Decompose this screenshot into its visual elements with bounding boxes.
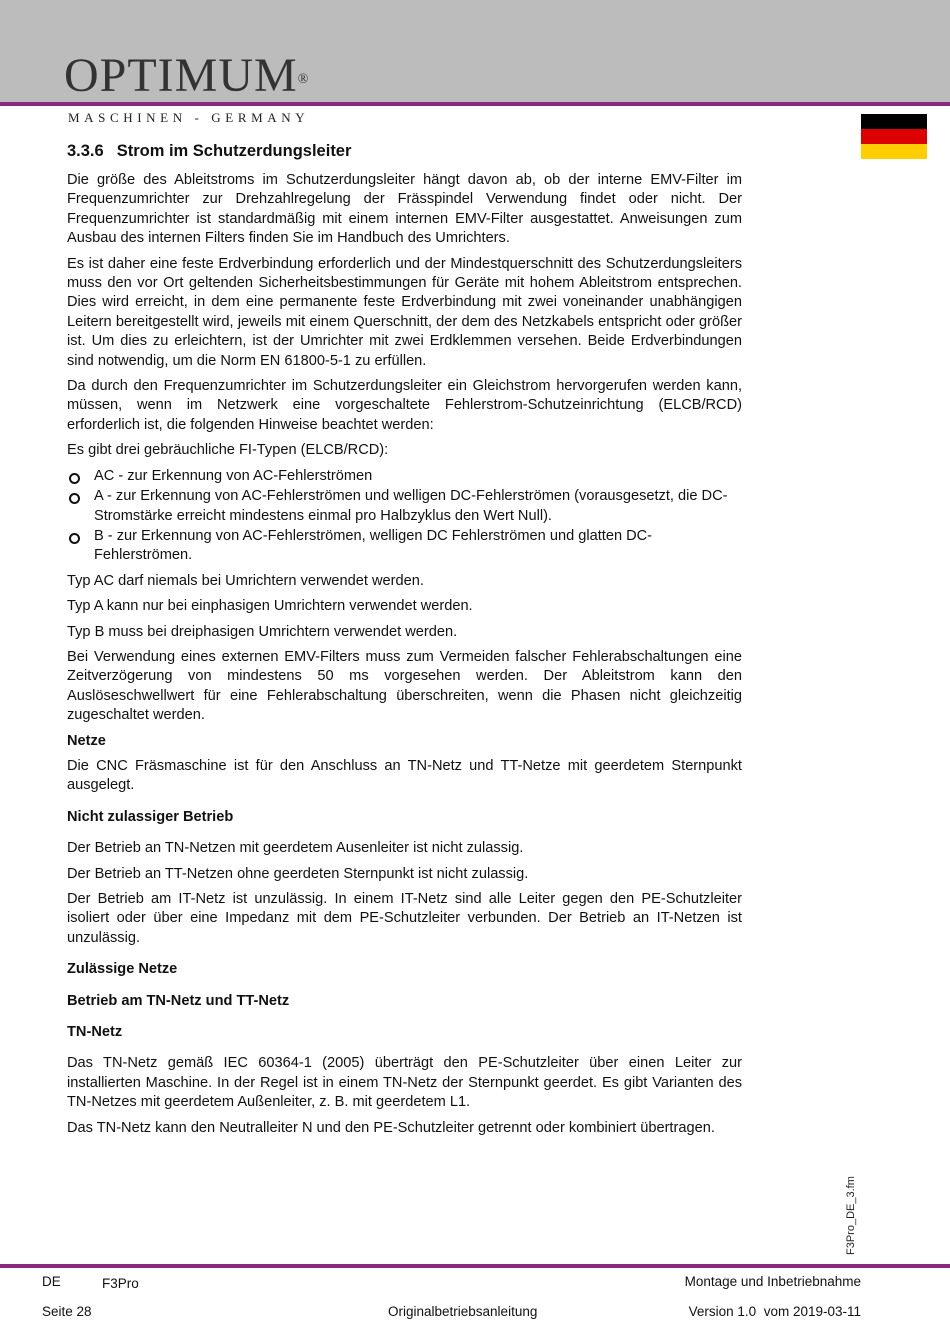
list-item	[67, 487, 742, 526]
subheading-zulassige-netze: Zulässige Netze	[67, 961, 178, 978]
page-content	[67, 140, 742, 1144]
paragraph-it-netz: Der Betrieb am IT-Netz ist unzulässig. In einem IT-Netz sind alle Leiter gegen den PE-Schutzleiter isoliert oder über eine Impedanz mit dem PE-Schutzleiter verbunden. Der Betrieb an IT-Netzen ist unzulässig.	[67, 891, 742, 946]
flag-stripe-gold	[861, 144, 927, 159]
fi-types-list	[67, 467, 742, 566]
paragraph-type-ac: Typ AC darf niemals bei Umrichtern verwendet werden.	[67, 572, 424, 589]
paragraph-type-a: Typ A kann nur bei einphasigen Umrichtern verwendet werden.	[67, 598, 473, 615]
paragraph-tn-prohibited: Der Betrieb an TN-Netzen mit geerdetem Ausenleiter ist nicht zulassig.	[67, 840, 524, 857]
paragraph-earth-connection: Es ist daher eine feste Erdverbindung erforderlich und der Mindestquerschnitt des Schutzerdungsleiters muss den vor Ort geltenden Sicherheitsbestimmungen für Geräte mit hohem Ableitstrom entsprechen. Dies wird erreicht, in dem eine permanente feste Erdverbindung mit zwei voneinander unabhängigen Leitern bereitgestellt wird, jeweils mit einem Querschnitt, der dem des Netzkabels entspricht oder größer ist. Um dies zu erleichtern, ist der Umrichter mit zwei Erdklemmen versehen. Beide Erdverbindungen sind notwendig, um die Norm EN 61800-5-1 zu erfüllen.	[67, 255, 742, 369]
footer-rule	[0, 1264, 950, 1268]
flag-stripe-red	[861, 129, 927, 144]
paragraph-emv-filter: Bei Verwendung eines externen EMV-Filters muss zum Vermeiden falscher Fehlerabschaltungen eine Zeitverzögerung von mindestens 50 ms vorgesehen werden. Der Ableitstrom kann den Auslöseschwellwert für eine Fehlerabschaltung überschreiten, wenn die Phasen nicht gleichzeitig zugeschaltet werden.	[67, 648, 742, 724]
footer-document-type: Originalbetriebsanleitung	[388, 1304, 538, 1319]
subheading-tn-netz: TN-Netz	[67, 1024, 123, 1041]
list-item	[67, 467, 742, 486]
bullet-icon	[69, 473, 80, 484]
subheading-netze: Netze	[67, 732, 106, 749]
section-number: 3.3.6	[67, 142, 104, 160]
subheading-nicht-zulassig: Nicht zulassiger Betrieb	[67, 808, 234, 825]
german-flag-icon	[861, 114, 927, 159]
logo-text: OPTIMUM	[64, 49, 298, 102]
section-heading	[67, 140, 742, 162]
flag-stripe-black	[861, 114, 927, 129]
paragraph-leakage-current: Die größe des Ableitstroms im Schutzerdungsleiter hängt davon ab, ob der interne EMV-Filter im Frequenzumrichter zur Drehzahlregelung der Frässpindel Verwendung findet oder nicht. Der Frequenzumrichter ist standardmäßig mit einem internen EMV-Filter ausgestattet. Anweisungen zum Ausbau des internen Filters finden Sie im Handbuch des Umrichters.	[67, 172, 742, 247]
bullet-icon	[69, 493, 80, 504]
brand-logo	[64, 50, 309, 102]
footer-page-number: Seite 28	[42, 1304, 92, 1319]
bullet-icon	[69, 533, 80, 544]
brand-tagline: MASCHINEN - GERMANY	[68, 110, 310, 125]
registered-mark: ®	[297, 72, 310, 87]
list-item-text: A - zur Erkennung von AC-Fehlerströmen und welligen DC-Fehlerströmen (vorausgesetzt, die DC-Stromstärke erreicht mindestens einmal pro Halbzyklus den Wert Null).	[94, 488, 728, 524]
paragraph-tt-prohibited: Der Betrieb an TT-Netzen ohne geerdeten Sternpunkt ist nicht zulassig.	[67, 865, 529, 882]
list-item	[67, 527, 742, 566]
footer-language: DE	[42, 1274, 61, 1289]
paragraph-dc-current: Da durch den Frequenzumrichter im Schutzerdungsleiter ein Gleichstrom hervorgerufen werden kann, müssen, wenn im Netzwerk eine vorgeschaltete Fehlerstrom-Schutzeinrichtung (ELCB/RCD) erforderlich ist, die folgenden Hinweise beachtet werden:	[67, 378, 742, 433]
file-name-note: F3Pro_DE_3.fm	[845, 1176, 857, 1255]
section-title: Strom im Schutzerdungsleiter	[116, 142, 352, 160]
paragraph-tn-netz-conductors: Das TN-Netz kann den Neutralleiter N und den PE-Schutzleiter getrennt oder kombiniert übertragen.	[67, 1119, 715, 1136]
list-item-text: AC - zur Erkennung von AC-Fehlerströmen	[94, 467, 373, 484]
footer-chapter: Montage und Inbetriebnahme	[684, 1274, 861, 1289]
footer-version: Version 1.0 vom 2019-03-11	[688, 1304, 861, 1319]
paragraph-fi-types-intro: Es gibt drei gebräuchliche FI-Typen (ELCB/RCD):	[67, 442, 389, 459]
paragraph-tn-netz: Das TN-Netz gemäß IEC 60364-1 (2005) überträgt den PE-Schutzleiter über einen Leiter zur installierten Maschine. In der Regel ist in einem TN-Netz der Sternpunkt geerdet. Es gibt Varianten des TN-Netzes mit geerdetem Außenleiter, z. B. mit geerdetem L1.	[67, 1055, 742, 1111]
header-rule	[0, 102, 950, 106]
paragraph-type-b: Typ B muss bei dreiphasigen Umrichtern verwendet werden.	[67, 623, 458, 640]
paragraph-netze: Die CNC Fräsmaschine ist für den Anschluss an TN-Netz und TT-Netze mit geerdetem Sternpunkt ausgelegt.	[67, 757, 742, 794]
subheading-betrieb-tn-tt: Betrieb am TN-Netz und TT-Netz	[67, 992, 290, 1009]
list-item-text: B - zur Erkennung von AC-Fehlerströmen, welligen DC Fehlerströmen und glatten DC-Fehlerströmen.	[94, 527, 653, 564]
footer-model: F3Pro	[102, 1276, 139, 1291]
